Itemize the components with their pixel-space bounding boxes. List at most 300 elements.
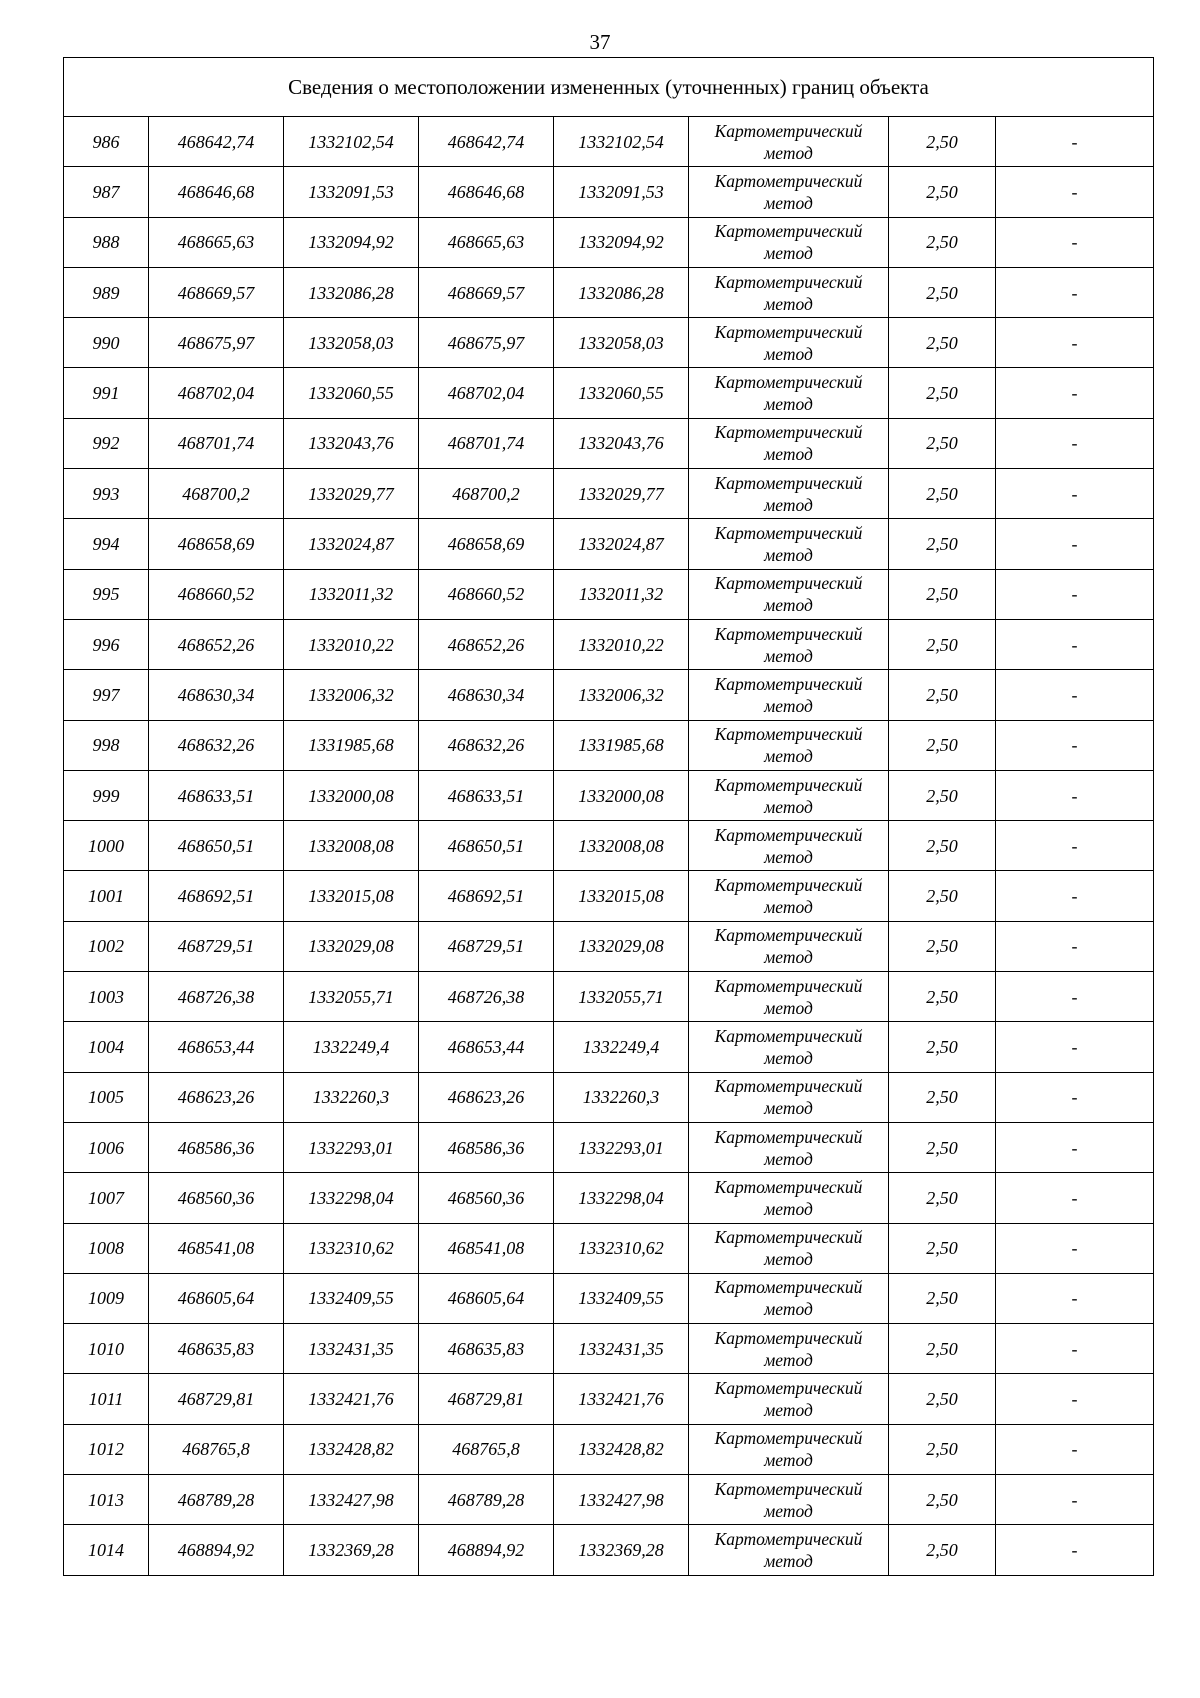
accuracy-cell: 2,50 [889,267,996,317]
refined-x-cell: 468632,26 [419,720,554,770]
table-row [64,972,1154,1022]
method-label-suffix: метод [764,192,813,213]
refined-x-cell: 468653,44 [419,1022,554,1072]
refined-x-cell: 468658,69 [419,519,554,569]
note-cell: - [996,1273,1154,1323]
method-label: Картометрический [714,573,863,594]
refined-y-cell: 1332060,55 [554,368,689,418]
existing-y-cell: 1332431,35 [284,1324,419,1374]
method-label: Картометрический [714,1327,863,1348]
existing-x-cell: 468632,26 [149,720,284,770]
existing-y-cell: 1332094,92 [284,217,419,267]
method-label-suffix: метод [764,243,813,264]
table-row [64,1122,1154,1172]
method-label-suffix: метод [764,1400,813,1421]
accuracy-cell: 2,50 [889,418,996,468]
table-row [64,720,1154,770]
method-label-suffix: метод [764,1198,813,1219]
table-row [64,1022,1154,1072]
existing-x-cell: 468675,97 [149,318,284,368]
accuracy-cell: 2,50 [889,1223,996,1273]
refined-x-cell: 468729,81 [419,1374,554,1424]
method-cell [689,1374,889,1424]
method-cell [689,1022,889,1072]
existing-y-cell: 1332086,28 [284,267,419,317]
method-cell [689,670,889,720]
accuracy-cell: 2,50 [889,1475,996,1525]
refined-y-cell: 1332058,03 [554,318,689,368]
point-number-cell: 994 [64,519,149,569]
refined-x-cell: 468765,8 [419,1424,554,1474]
method-label-suffix: метод [764,1450,813,1471]
method-cell [689,720,889,770]
table-row [64,418,1154,468]
method-cell [689,1324,889,1374]
table-row [64,1173,1154,1223]
existing-y-cell: 1332260,3 [284,1072,419,1122]
note-cell: - [996,972,1154,1022]
accuracy-cell: 2,50 [889,1374,996,1424]
existing-y-cell: 1332298,04 [284,1173,419,1223]
existing-x-cell: 468789,28 [149,1475,284,1525]
existing-x-cell: 468586,36 [149,1122,284,1172]
note-cell: - [996,1122,1154,1172]
note-cell: - [996,1173,1154,1223]
refined-x-cell: 468586,36 [419,1122,554,1172]
point-number-cell: 1003 [64,972,149,1022]
method-label: Картометрический [714,1277,863,1298]
accuracy-cell: 2,50 [889,1324,996,1374]
method-label-suffix: метод [764,1349,813,1370]
existing-x-cell: 468729,51 [149,921,284,971]
existing-y-cell: 1332293,01 [284,1122,419,1172]
method-label: Картометрический [714,120,863,141]
refined-y-cell: 1332431,35 [554,1324,689,1374]
refined-x-cell: 468669,57 [419,267,554,317]
method-label: Картометрический [714,724,863,745]
refined-y-cell: 1331985,68 [554,720,689,770]
table-title: Сведения о местоположении измененных (уточненных) границ объекта [64,58,1154,117]
existing-y-cell: 1332102,54 [284,117,419,167]
refined-x-cell: 468635,83 [419,1324,554,1374]
method-label-suffix: метод [764,595,813,616]
accuracy-cell: 2,50 [889,619,996,669]
method-cell [689,267,889,317]
note-cell: - [996,1072,1154,1122]
method-cell [689,217,889,267]
accuracy-cell: 2,50 [889,720,996,770]
existing-y-cell: 1332369,28 [284,1525,419,1575]
table-row [64,117,1154,167]
method-label: Картометрический [714,875,863,896]
note-cell: - [996,921,1154,971]
method-cell [689,1072,889,1122]
refined-x-cell: 468623,26 [419,1072,554,1122]
existing-y-cell: 1332006,32 [284,670,419,720]
method-label-suffix: метод [764,343,813,364]
existing-y-cell: 1332011,32 [284,569,419,619]
method-cell [689,1475,889,1525]
method-cell [689,167,889,217]
point-number-cell: 1006 [64,1122,149,1172]
accuracy-cell: 2,50 [889,972,996,1022]
method-cell [689,619,889,669]
note-cell: - [996,1424,1154,1474]
point-number-cell: 987 [64,167,149,217]
refined-x-cell: 468702,04 [419,368,554,418]
method-label: Картометрический [714,372,863,393]
page-number: 37 [589,30,611,54]
refined-x-cell: 468665,63 [419,217,554,267]
existing-y-cell: 1332310,62 [284,1223,419,1273]
note-cell: - [996,1475,1154,1525]
point-number-cell: 989 [64,267,149,317]
note-cell: - [996,1022,1154,1072]
point-number-cell: 990 [64,318,149,368]
table-row [64,569,1154,619]
method-label-suffix: метод [764,1047,813,1068]
existing-x-cell: 468653,44 [149,1022,284,1072]
note-cell: - [996,1223,1154,1273]
method-cell [689,770,889,820]
point-number-cell: 1000 [64,821,149,871]
accuracy-cell: 2,50 [889,871,996,921]
method-label: Картометрический [714,673,863,694]
table-row [64,670,1154,720]
note-cell: - [996,1525,1154,1575]
method-label: Картометрический [714,1378,863,1399]
method-cell [689,1424,889,1474]
point-number-cell: 1012 [64,1424,149,1474]
table-row [64,1273,1154,1323]
refined-y-cell: 1332086,28 [554,267,689,317]
point-number-cell: 1002 [64,921,149,971]
refined-y-cell: 1332043,76 [554,418,689,468]
existing-y-cell: 1332055,71 [284,972,419,1022]
method-label-suffix: метод [764,1299,813,1320]
table-row [64,217,1154,267]
existing-x-cell: 468894,92 [149,1525,284,1575]
method-label-suffix: метод [764,746,813,767]
method-cell [689,1525,889,1575]
accuracy-cell: 2,50 [889,519,996,569]
note-cell: - [996,519,1154,569]
existing-x-cell: 468692,51 [149,871,284,921]
point-number-cell: 1014 [64,1525,149,1575]
table-row [64,1072,1154,1122]
method-cell [689,1223,889,1273]
existing-y-cell: 1332043,76 [284,418,419,468]
boundary-coordinates-table [63,57,1154,1576]
method-label-suffix: метод [764,1249,813,1270]
table-row [64,469,1154,519]
refined-y-cell: 1332029,08 [554,921,689,971]
refined-y-cell: 1332011,32 [554,569,689,619]
table-row [64,1223,1154,1273]
point-number-cell: 1011 [64,1374,149,1424]
accuracy-cell: 2,50 [889,469,996,519]
note-cell: - [996,670,1154,720]
point-number-cell: 1008 [64,1223,149,1273]
method-label-suffix: метод [764,645,813,666]
method-label: Картометрический [714,1126,863,1147]
refined-y-cell: 1332428,82 [554,1424,689,1474]
table-row [64,1475,1154,1525]
method-label-suffix: метод [764,997,813,1018]
accuracy-cell: 2,50 [889,921,996,971]
point-number-cell: 998 [64,720,149,770]
existing-x-cell: 468650,51 [149,821,284,871]
method-label-suffix: метод [764,142,813,163]
method-label-suffix: метод [764,846,813,867]
existing-y-cell: 1332008,08 [284,821,419,871]
existing-x-cell: 468729,81 [149,1374,284,1424]
method-label-suffix: метод [764,444,813,465]
method-label-suffix: метод [764,394,813,415]
method-label: Картометрический [714,1176,863,1197]
refined-y-cell: 1332260,3 [554,1072,689,1122]
table-row [64,770,1154,820]
point-number-cell: 997 [64,670,149,720]
existing-x-cell: 468635,83 [149,1324,284,1374]
refined-y-cell: 1332091,53 [554,167,689,217]
method-label-suffix: метод [764,897,813,918]
table-body [64,117,1154,1576]
existing-x-cell: 468660,52 [149,569,284,619]
note-cell: - [996,619,1154,669]
existing-x-cell: 468623,26 [149,1072,284,1122]
method-label: Картометрический [714,623,863,644]
method-cell [689,418,889,468]
refined-x-cell: 468894,92 [419,1525,554,1575]
accuracy-cell: 2,50 [889,821,996,871]
note-cell: - [996,117,1154,167]
refined-y-cell: 1332102,54 [554,117,689,167]
note-cell: - [996,720,1154,770]
point-number-cell: 1013 [64,1475,149,1525]
refined-y-cell: 1332015,08 [554,871,689,921]
refined-y-cell: 1332008,08 [554,821,689,871]
method-label: Картометрический [714,824,863,845]
accuracy-cell: 2,50 [889,670,996,720]
note-cell: - [996,770,1154,820]
method-label: Картометрический [714,925,863,946]
accuracy-cell: 2,50 [889,318,996,368]
table-row [64,1424,1154,1474]
accuracy-cell: 2,50 [889,217,996,267]
existing-y-cell: 1332249,4 [284,1022,419,1072]
existing-y-cell: 1332015,08 [284,871,419,921]
existing-x-cell: 468541,08 [149,1223,284,1273]
existing-x-cell: 468560,36 [149,1173,284,1223]
note-cell: - [996,167,1154,217]
refined-y-cell: 1332427,98 [554,1475,689,1525]
refined-x-cell: 468660,52 [419,569,554,619]
existing-y-cell: 1332000,08 [284,770,419,820]
point-number-cell: 988 [64,217,149,267]
point-number-cell: 993 [64,469,149,519]
method-label-suffix: метод [764,796,813,817]
existing-y-cell: 1332091,53 [284,167,419,217]
method-label: Картометрический [714,1528,863,1549]
table-row [64,267,1154,317]
table-row [64,1324,1154,1374]
note-cell: - [996,1374,1154,1424]
table-row [64,821,1154,871]
refined-x-cell: 468560,36 [419,1173,554,1223]
method-label-suffix: метод [764,947,813,968]
method-label: Картометрический [714,422,863,443]
refined-x-cell: 468652,26 [419,619,554,669]
accuracy-cell: 2,50 [889,167,996,217]
refined-y-cell: 1332055,71 [554,972,689,1022]
note-cell: - [996,469,1154,519]
refined-y-cell: 1332029,77 [554,469,689,519]
note-cell: - [996,418,1154,468]
method-label-suffix: метод [764,1500,813,1521]
method-label: Картометрический [714,1076,863,1097]
method-label-suffix: метод [764,695,813,716]
existing-x-cell: 468700,2 [149,469,284,519]
refined-x-cell: 468675,97 [419,318,554,368]
note-cell: - [996,368,1154,418]
accuracy-cell: 2,50 [889,1022,996,1072]
existing-x-cell: 468633,51 [149,770,284,820]
refined-x-cell: 468726,38 [419,972,554,1022]
refined-y-cell: 1332000,08 [554,770,689,820]
method-label: Картометрический [714,1478,863,1499]
method-label: Картометрический [714,321,863,342]
accuracy-cell: 2,50 [889,1424,996,1474]
method-label: Картометрический [714,271,863,292]
table-row [64,318,1154,368]
refined-y-cell: 1332293,01 [554,1122,689,1172]
accuracy-cell: 2,50 [889,368,996,418]
method-cell [689,318,889,368]
note-cell: - [996,267,1154,317]
method-cell [689,1173,889,1223]
method-label: Картометрический [714,221,863,242]
method-cell [689,569,889,619]
method-label: Картометрический [714,170,863,191]
method-label: Картометрический [714,1025,863,1046]
note-cell: - [996,318,1154,368]
table-row [64,921,1154,971]
refined-x-cell: 468701,74 [419,418,554,468]
existing-x-cell: 468665,63 [149,217,284,267]
accuracy-cell: 2,50 [889,1273,996,1323]
existing-x-cell: 468726,38 [149,972,284,1022]
method-label: Картометрический [714,523,863,544]
method-cell [689,469,889,519]
existing-x-cell: 468658,69 [149,519,284,569]
point-number-cell: 1009 [64,1273,149,1323]
method-cell [689,821,889,871]
existing-x-cell: 468646,68 [149,167,284,217]
refined-x-cell: 468692,51 [419,871,554,921]
table-row [64,1374,1154,1424]
refined-y-cell: 1332094,92 [554,217,689,267]
existing-x-cell: 468652,26 [149,619,284,669]
accuracy-cell: 2,50 [889,569,996,619]
point-number-cell: 1007 [64,1173,149,1223]
method-label-suffix: метод [764,293,813,314]
refined-x-cell: 468646,68 [419,167,554,217]
note-cell: - [996,871,1154,921]
refined-x-cell: 468729,51 [419,921,554,971]
point-number-cell: 995 [64,569,149,619]
existing-y-cell: 1332058,03 [284,318,419,368]
existing-y-cell: 1332060,55 [284,368,419,418]
existing-x-cell: 468630,34 [149,670,284,720]
existing-x-cell: 468765,8 [149,1424,284,1474]
refined-x-cell: 468789,28 [419,1475,554,1525]
method-label: Картометрический [714,1428,863,1449]
accuracy-cell: 2,50 [889,1173,996,1223]
method-label: Картометрический [714,472,863,493]
existing-y-cell: 1332421,76 [284,1374,419,1424]
method-label: Картометрический [714,1227,863,1248]
existing-y-cell: 1332427,98 [284,1475,419,1525]
note-cell: - [996,821,1154,871]
accuracy-cell: 2,50 [889,1072,996,1122]
point-number-cell: 992 [64,418,149,468]
existing-y-cell: 1331985,68 [284,720,419,770]
refined-x-cell: 468700,2 [419,469,554,519]
table-row [64,368,1154,418]
method-cell [689,871,889,921]
refined-x-cell: 468630,34 [419,670,554,720]
existing-y-cell: 1332029,08 [284,921,419,971]
refined-x-cell: 468541,08 [419,1223,554,1273]
refined-y-cell: 1332006,32 [554,670,689,720]
method-label-suffix: метод [764,1550,813,1571]
refined-y-cell: 1332024,87 [554,519,689,569]
existing-x-cell: 468701,74 [149,418,284,468]
refined-y-cell: 1332010,22 [554,619,689,669]
existing-y-cell: 1332010,22 [284,619,419,669]
refined-y-cell: 1332421,76 [554,1374,689,1424]
method-cell [689,921,889,971]
existing-y-cell: 1332024,87 [284,519,419,569]
method-cell [689,1122,889,1172]
method-cell [689,117,889,167]
table-row [64,619,1154,669]
note-cell: - [996,569,1154,619]
method-label-suffix: метод [764,1148,813,1169]
refined-x-cell: 468650,51 [419,821,554,871]
accuracy-cell: 2,50 [889,1525,996,1575]
refined-y-cell: 1332298,04 [554,1173,689,1223]
table-row [64,871,1154,921]
refined-x-cell: 468642,74 [419,117,554,167]
table-row [64,519,1154,569]
method-label: Картометрический [714,975,863,996]
table-row [64,167,1154,217]
method-cell [689,972,889,1022]
point-number-cell: 991 [64,368,149,418]
refined-y-cell: 1332409,55 [554,1273,689,1323]
method-label-suffix: метод [764,1098,813,1119]
accuracy-cell: 2,50 [889,1122,996,1172]
existing-x-cell: 468669,57 [149,267,284,317]
note-cell: - [996,1324,1154,1374]
accuracy-cell: 2,50 [889,770,996,820]
point-number-cell: 1001 [64,871,149,921]
method-label: Картометрический [714,774,863,795]
method-cell [689,1273,889,1323]
point-number-cell: 999 [64,770,149,820]
